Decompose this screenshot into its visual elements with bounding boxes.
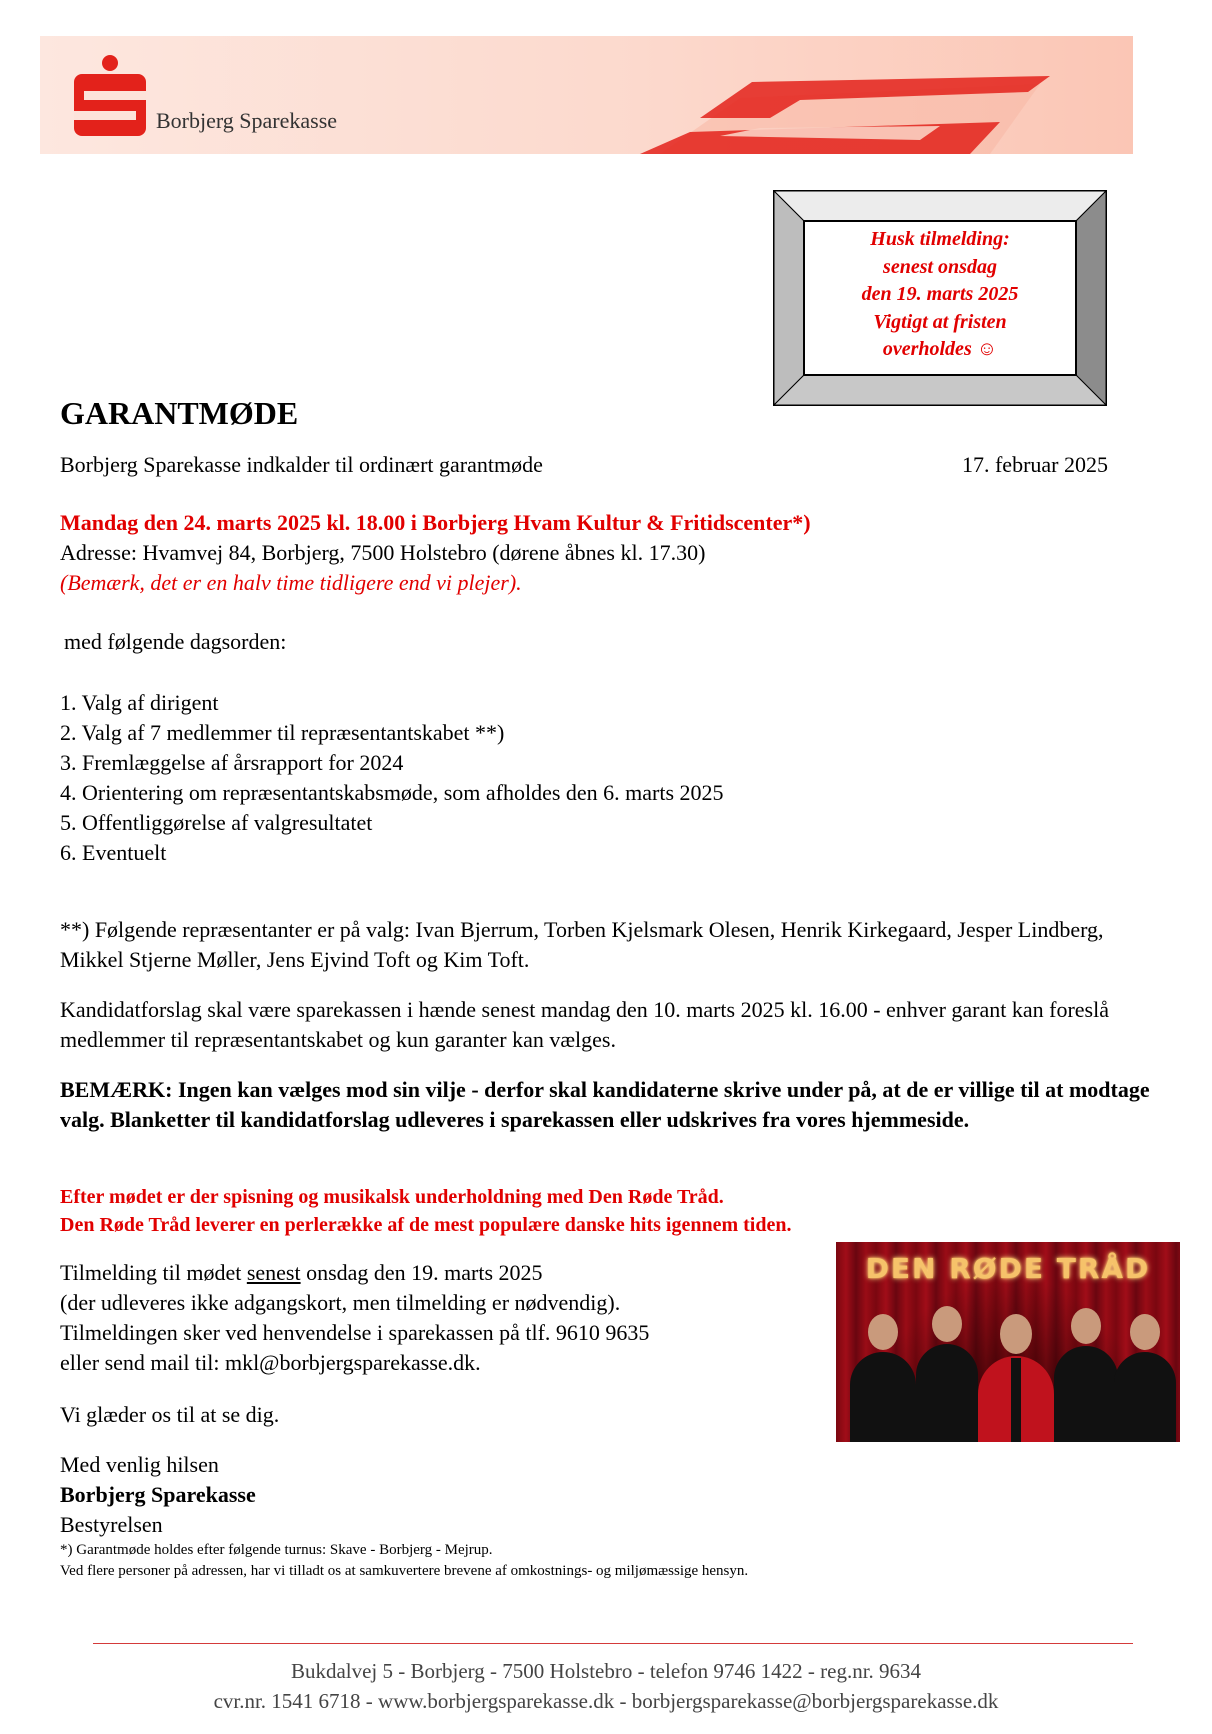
page-title: GARANTMØDE: [60, 395, 299, 431]
reminder-line: den 19. marts 2025: [861, 283, 1019, 305]
registration-line-3: Tilmeldingen sker ved henvendelse i sparekassen på tlf. 9610 9635: [60, 1320, 650, 1345]
banner-stripes-graphic: [40, 36, 1133, 154]
footer-line-1: Bukdalvej 5 - Borbjerg - 7500 Holstebro - telefon 9746 1422 - reg.nr. 9634: [290, 1659, 922, 1683]
band-member-figure: [1054, 1308, 1118, 1442]
agenda-item: 2. Valg af 7 medlemmer til repræsentantskabet **): [60, 720, 505, 745]
reminder-line: senest onsdag: [883, 255, 997, 278]
band-photo-title: DEN RØDE TRÅD: [865, 1252, 1151, 1285]
footnote-line-2: Ved flere personer på adressen, har vi tilladt os at samkuvertere brevene af omkostnings- og miljømæssige hensyn.: [60, 1563, 749, 1579]
dinner-line-2: Den Røde Tråd leverer en perlerække af de mest populære danske hits igennem tiden.: [60, 1214, 792, 1236]
signoff: [60, 1450, 256, 1540]
band-member-figure: [916, 1306, 978, 1442]
meeting-address: Adresse: Hvamvej 84, Borbjerg, 7500 Holstebro (dørene åbnes kl. 17.30): [60, 540, 706, 565]
header-banner: [40, 36, 1133, 154]
footer-line-2: cvr.nr. 1541 6718 - www.borbjergsparekasse.dk - borbjergsparekasse@borbjergsparekasse.dk: [213, 1689, 999, 1713]
registration-line-1: [60, 1258, 649, 1288]
footnotes: [60, 1540, 748, 1582]
agenda-item: 6. Eventuelt: [60, 840, 167, 865]
footnote-line-1: *) Garantmøde holdes efter følgende turnus: Skave - Borbjerg - Mejrup.: [60, 1542, 493, 1558]
registration-line-4: eller send mail til: mkl@borbjergsparekasse.dk.: [60, 1350, 481, 1375]
footer-divider: [93, 1643, 1133, 1644]
letter-date: 17. februar 2025: [961, 452, 1108, 477]
signoff-organization: Borbjerg Sparekasse: [60, 1482, 256, 1507]
greeting-text: Vi glæder os til at se dig.: [60, 1402, 280, 1427]
footer: [0, 1656, 1212, 1716]
band-member-figure: [850, 1314, 916, 1442]
registration-info: [60, 1258, 649, 1378]
agenda-item: 1. Valg af dirigent: [60, 690, 219, 715]
dinner-line-1: Efter mødet er der spisning og musikalsk underholdning med Den Røde Tråd.: [60, 1186, 724, 1208]
reminder-line: Vigtigt at fristen: [873, 310, 1007, 333]
sparekasse-logo-icon: [74, 54, 146, 136]
registration-line-2: (der udleveres ikke adgangskort, men tilmelding er nødvendig).: [60, 1290, 621, 1315]
agenda-item: 4. Orientering om repræsentantskabsmøde, som afholdes den 6. marts 2025: [60, 780, 724, 805]
registration-prefix: Tilmelding til mødet: [60, 1260, 247, 1285]
signoff-regards: Med venlig hilsen: [60, 1452, 219, 1477]
dinner-announcement: [60, 1183, 791, 1239]
signoff-board: Bestyrelsen: [60, 1512, 163, 1537]
reminder-line: overholdes ☺: [882, 338, 998, 360]
reminder-text: [805, 226, 1075, 370]
meeting-note: (Bemærk, det er en halv time tidligere end vi plejer).: [60, 570, 522, 595]
candidates-paragraph: **) Følgende repræsentanter er på valg: Ivan Bjerrum, Torben Kjelsmark Olesen, Henrik Kirkegaard, Jesper Lindberg, Mikkel Stjerne Møller, Jens Ejvind Toft og Kim Toft.: [60, 917, 1104, 972]
meeting-time-location: Mandag den 24. marts 2025 kl. 18.00 i Borbjerg Hvam Kultur & Fritidscenter*): [60, 510, 811, 535]
band-member-figure: [1114, 1314, 1176, 1442]
registration-suffix: onsdag den 19. marts 2025: [300, 1260, 543, 1285]
proposal-paragraph: Kandidatforslag skal være sparekassen i hænde senest mandag den 10. marts 2025 kl. 16.00 - enhver garant kan foreslå medlemmer til repræsentantskabet og kun garanter kan vælges.: [60, 997, 1109, 1052]
intro-text: Borbjerg Sparekasse indkalder til ordinært garantmøde: [60, 452, 543, 477]
reminder-line: Husk tilmelding:: [870, 228, 1010, 250]
notice-paragraph: BEMÆRK: Ingen kan vælges mod sin vilje - derfor skal kandidaterne skrive under på, at de er villige til at modtage valg. Blanketter til kandidatforslag udleveres i sparekassen eller udskrives fra vores hjemmeside.: [60, 1077, 1150, 1132]
agenda-item: 3. Fremlæggelse af årsrapport for 2024: [60, 750, 404, 775]
band-photo: [836, 1242, 1180, 1442]
agenda-item: 5. Offentliggørelse af valgresultatet: [60, 810, 373, 835]
bank-name: Borbjerg Sparekasse: [156, 108, 338, 133]
reminder-box: [773, 190, 1107, 406]
agenda-list: [60, 688, 724, 868]
registration-deadline-word: senest: [246, 1260, 301, 1285]
agenda-intro: med følgende dagsorden:: [64, 629, 287, 654]
band-member-figure: [978, 1314, 1054, 1442]
